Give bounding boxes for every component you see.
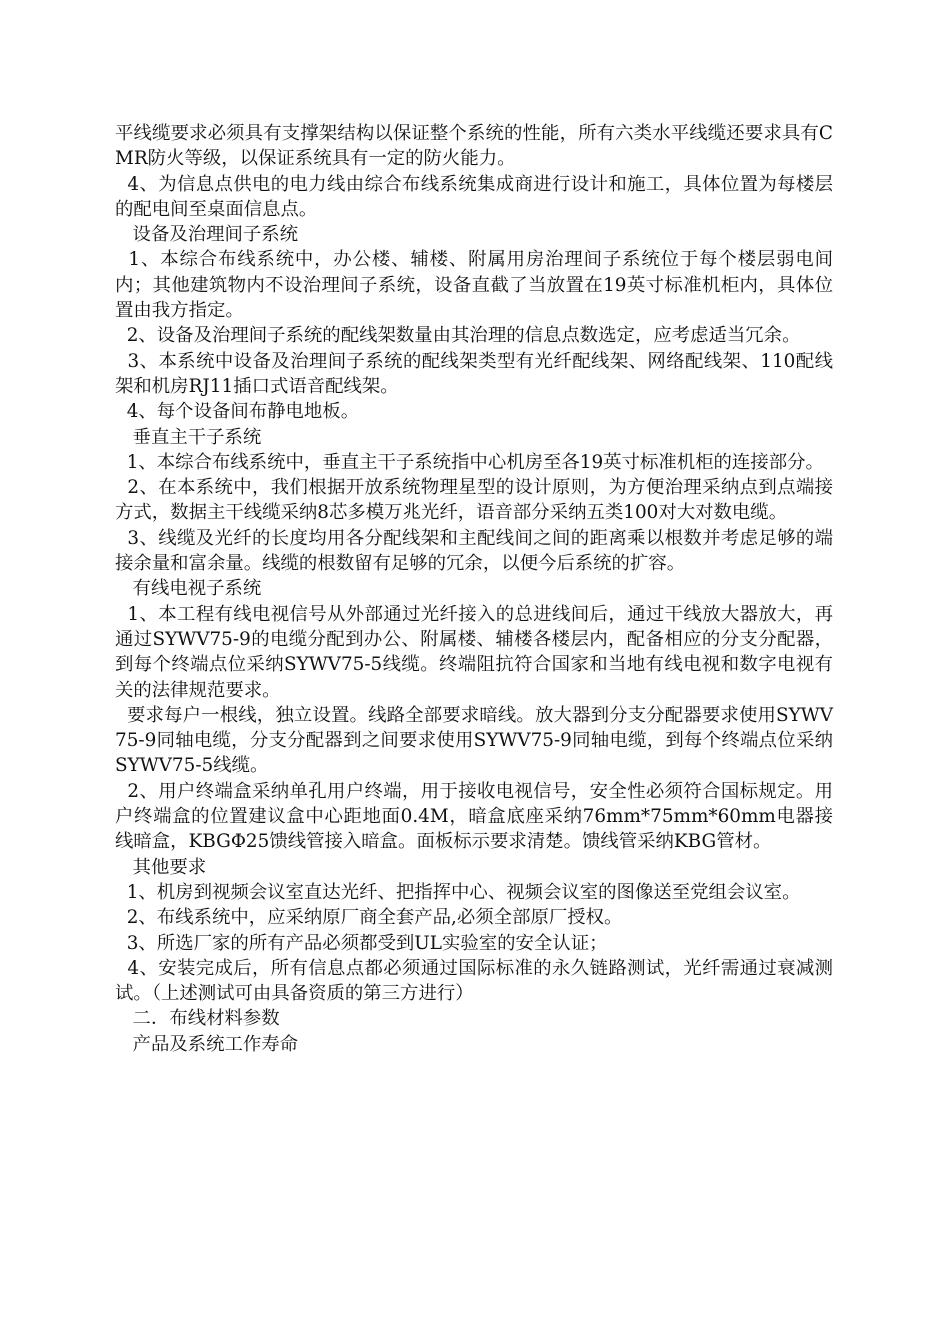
paragraph-other-2: 2、布线系统中，应采纳原厂商全套产品,必须全部原厂授权。 (115, 907, 623, 929)
section-heading-backbone: 垂直主干子系统 (115, 426, 262, 448)
section-heading-cable-tv: 有线电视子系统 (115, 578, 262, 600)
paragraph-equipment-room-4: 4、每个设备间布静电地板。 (115, 401, 360, 423)
paragraph-power-line-design: 4、为信息点供电的电力线由综合布线系统集成商进行设计和施工，具体位置为每楼层的配电间至桌面信息点。 (115, 173, 833, 220)
document-page (115, 121, 833, 1057)
paragraph-horizontal-cable-requirements: 平线缆要求必须具有支撑架结构以保证整个系统的性能，所有六类水平线缆还要求具有CMR防火等级，以保证系统具有一定的防火能力。 (115, 123, 833, 170)
section-heading-product-lifetime: 产品及系统工作寿命 (115, 1033, 299, 1055)
paragraph-backbone-2: 2、在本系统中，我们根据开放系统物理星型的设计原则，为方便治理采纳点到点端接方式，数据主干线缆采纳8芯多模万兆光纤，语音部分采纳五类100对大对数电缆。 (115, 477, 833, 524)
paragraph-cable-tv-1: 1、本工程有线电视信号从外部通过光纤接入的总进线间后，通过干线放大器放大，再通过SYWV75-9的电缆分配到办公、附属楼、辅楼各楼层内，配备相应的分支分配器，到每个终端点位采纳SYWV75-5线缆。终端阻抗符合国家和当地有线电视和数字电视有关的法律规范要求。 (115, 603, 833, 701)
paragraph-equipment-room-2: 2、设备及治理间子系统的配线架数量由其治理的信息点数选定，应考虑适当冗余。 (115, 325, 801, 347)
paragraph-backbone-3: 3、线缆及光纤的长度均用各分配线架和主配线间之间的距离乘以根数并考虑足够的端接余量和富余量。线缆的根数留有足够的冗余，以便今后系统的扩容。 (115, 527, 833, 575)
section-heading-material-parameters: 二．布线材料参数 (115, 1008, 280, 1030)
paragraph-cable-tv-wiring: 要求每户一根线，独立设置。线路全部要求暗线。放大器到分支分配器要求使用SYWV75-9同轴电缆，分支分配器到之间要求使用SYWV75-9同轴电缆，到每个终端点位采纳SYWV75-5线缆。 (115, 704, 833, 777)
paragraph-equipment-room-3: 3、本系统中设备及治理间子系统的配线架类型有光纤配线架、网络配线架、110配线架和机房RJ11插口式语音配线架。 (115, 350, 833, 397)
paragraph-other-1: 1、机房到视频会议室直达光纤、把指挥中心、视频会议室的图像送至党组会议室。 (115, 881, 801, 903)
section-heading-other-requirements: 其他要求 (115, 856, 207, 878)
section-heading-equipment-room: 设备及治理间子系统 (115, 224, 299, 246)
paragraph-other-4: 4、安装完成后，所有信息点都必须通过国际标准的永久链路测试，光纤需通过衰减测试。（上述测试可由具备资质的第三方进行） (115, 957, 833, 1005)
paragraph-backbone-1: 1、本综合布线系统中，垂直主干子系统指中心机房至各19英寸标准机柜的连接部分。 (115, 451, 824, 473)
paragraph-equipment-room-1: 1、本综合布线系统中，办公楼、辅楼、附属用房治理间子系统位于每个楼层弱电间内；其他建筑物内不设治理间子系统，设备直截了当放置在19英寸标准机柜内，具体位置由我方指定。 (115, 249, 833, 322)
paragraph-other-3: 3、所选厂家的所有产品必须都受到UL实验室的安全认证； (115, 932, 608, 954)
paragraph-cable-tv-2: 2、用户终端盒采纳单孔用户终端，用于接收电视信号，安全性必须符合国标规定。用户终端盒的位置建议盒中心距地面0.4M，暗盒底座采纳76mm*75mm*60mm电器接线暗盒，KBGΦ25馈线管接入暗盒。面板标示要求清楚。馈线管采纳KBG管材。 (115, 780, 833, 853)
